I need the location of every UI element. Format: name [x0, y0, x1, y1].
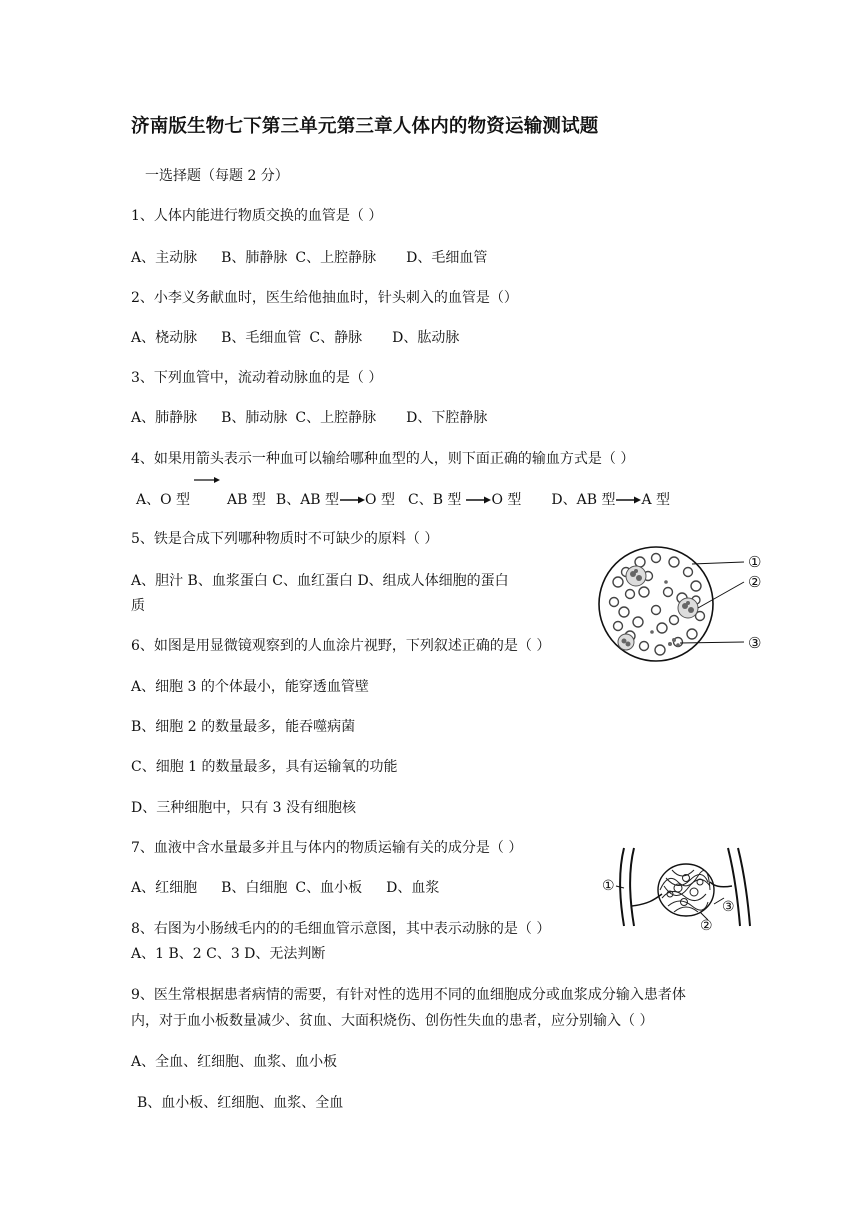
option-b-from: B、AB 型 [275, 492, 340, 508]
option-c: C、静脉 [309, 330, 363, 346]
question-4-options [136, 491, 670, 509]
question-9-option-b: B、血小板、红细胞、血浆、全血 [137, 1095, 344, 1111]
figure-label-1: ① [602, 878, 615, 894]
option-c: C、上腔静脉 [295, 250, 377, 266]
option-a: A、桡动脉 [131, 330, 198, 346]
figure-label-2: ② [700, 918, 713, 934]
option-a-from: A、O 型 [136, 492, 191, 508]
page-title: 济南版生物七下第三单元第三章人体内的物资运输测试题 [131, 116, 599, 137]
question-6-option-c: C、细胞 1 的数量最多，具有运输氧的功能 [131, 759, 398, 775]
option-b: B、肺静脉 [221, 250, 288, 266]
blood-smear-figure [596, 542, 766, 668]
question-1-stem: 1、人体内能进行物质交换的血管是（ ） [131, 208, 383, 224]
option-d-from: D、AB 型 [551, 492, 616, 508]
question-3-options [131, 409, 487, 427]
question-9-stem-line2: 内，对于血小板数量减少、贫血、大面积烧伤、创伤性失血的患者，应分别输入（ ） [131, 1013, 654, 1029]
question-6-option-b: B、细胞 2 的数量最多，能吞噬病菌 [131, 719, 356, 735]
option-b: B、肺动脉 [221, 410, 288, 426]
capillary-network-figure [598, 842, 762, 936]
option-c: C、上腔静脉 [295, 410, 377, 426]
question-9-option-a: A、全血、红细胞、血浆、血小板 [131, 1054, 338, 1070]
section-heading: 一选择题（每题 2 分） [145, 168, 289, 184]
option-d: D、血浆 [386, 880, 440, 896]
arrow-icon [465, 495, 491, 505]
option-d: D、下腔静脉 [406, 410, 488, 426]
arrow-icon [615, 495, 641, 505]
option-d: D、肱动脉 [392, 330, 460, 346]
option-c-from: C、B 型 [407, 492, 462, 508]
option-a: A、主动脉 [131, 250, 198, 266]
question-9-stem-line1: 9、医生常根据患者病情的需要，有针对性的选用不同的血细胞成分或血浆成分输入患者体 [131, 987, 686, 1003]
question-3-stem: 3、下列血管中，流动着动脉血的是（ ） [131, 370, 383, 386]
question-7-stem: 7、血液中含水量最多并且与体内的物质运输有关的成分是（ ） [131, 840, 523, 856]
arrow-icon [339, 495, 365, 505]
question-4-stem: 4、如果用箭头表示一种血可以输给哪种血型的人，则下面正确的输血方式是（ ） [131, 451, 635, 467]
option-a: A、肺静脉 [131, 410, 198, 426]
question-2-stem: 2、小李义务献血时，医生给他抽血时，针头刺入的血管是（） [131, 290, 518, 306]
option-d: D、毛细血管 [406, 250, 488, 266]
option-a-to: AB 型 [227, 492, 266, 508]
question-6-option-d: D、三种细胞中，只有 3 没有细胞核 [131, 800, 357, 816]
question-6-option-a: A、细胞 3 的个体最小，能穿透血管壁 [131, 679, 369, 695]
figure-label-1: ① [748, 553, 762, 571]
figure-label-3: ③ [722, 899, 735, 915]
arrow-icon [193, 475, 221, 485]
question-5-options: A、胆汁 B、血浆蛋白 C、血红蛋白 D、组成人体细胞的蛋白 [131, 573, 509, 589]
question-5-stem: 5、铁是合成下列哪种物质时不可缺少的原料（ ） [131, 531, 439, 547]
figure-label-2: ② [748, 573, 762, 591]
option-c: C、血小板 [295, 880, 363, 896]
option-b-to: O 型 [365, 492, 395, 508]
question-1-options [131, 249, 487, 267]
question-8-stem: 8、右图为小肠绒毛内的的毛细血管示意图，其中表示动脉的是（ ） [131, 921, 551, 937]
question-8-options: A、1 B、2 C、3 D、无法判断 [131, 946, 326, 962]
question-7-options [131, 879, 439, 897]
option-d-to: A 型 [641, 492, 671, 508]
question-6-stem: 6、如图是用显微镜观察到的人血涂片视野，下列叙述正确的是（ ） [131, 638, 551, 654]
question-5-options-wrap: 质 [131, 598, 145, 614]
figure-label-3: ③ [748, 634, 762, 652]
option-b: B、白细胞 [221, 880, 288, 896]
option-b: B、毛细血管 [221, 330, 302, 346]
option-a: A、红细胞 [131, 880, 198, 896]
option-c-to: O 型 [491, 492, 522, 508]
question-2-options [131, 329, 459, 347]
